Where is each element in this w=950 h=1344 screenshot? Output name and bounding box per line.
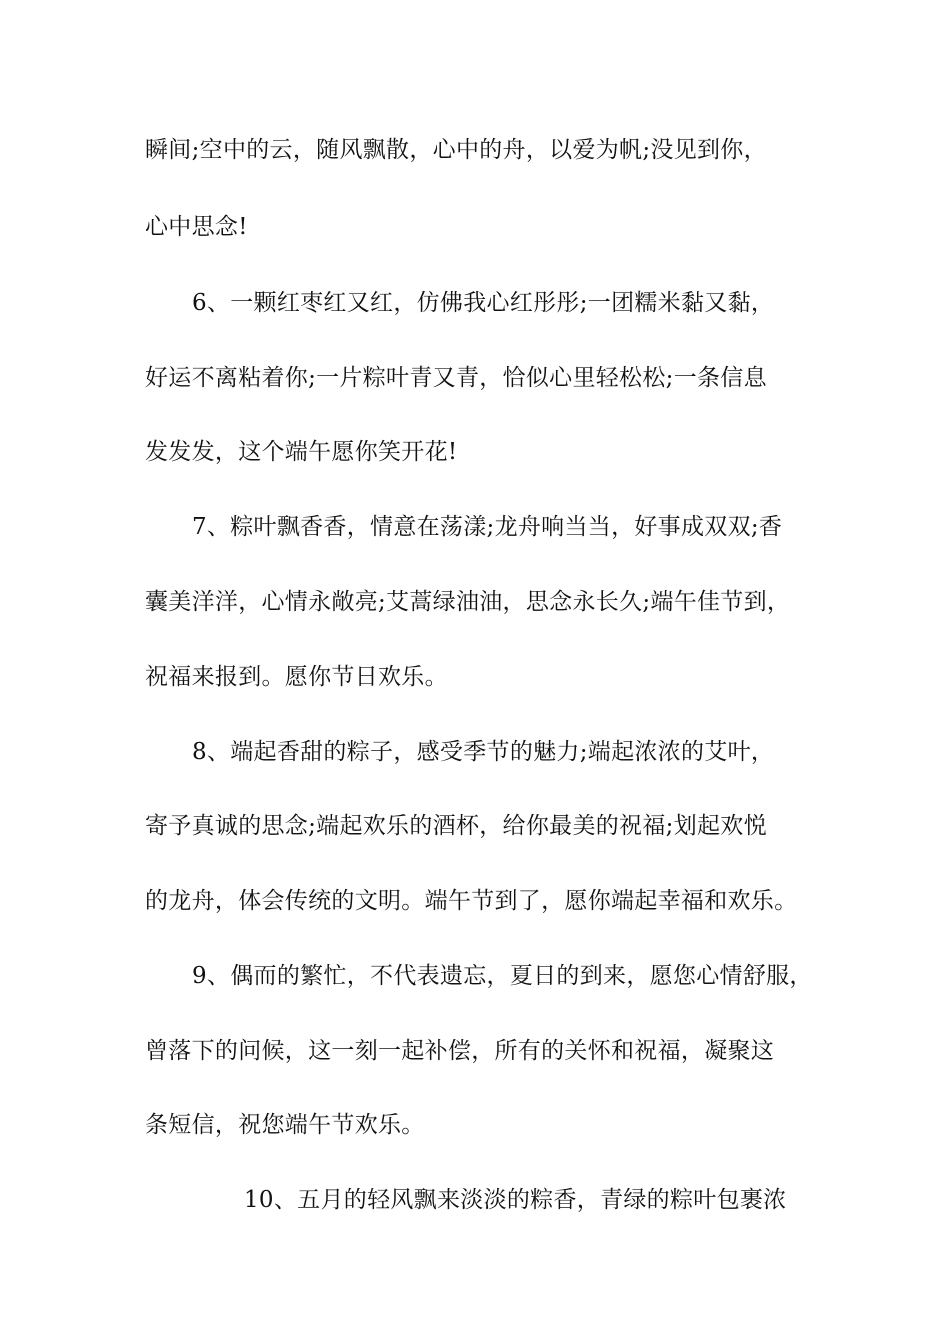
paragraph-start-6: 6、一颗红枣红又红，仿佛我心红彤彤;一团糯米黏又黏， <box>192 290 775 316</box>
text-line: 好运不离粘着你;一片粽叶青又青，恰似心里轻松松;一条信息 <box>145 365 767 391</box>
text-line: 的龙舟，体会传统的文明。端午节到了，愿你端起幸福和欢乐。 <box>145 888 798 914</box>
text-line: 发发发，这个端午愿你笑开花! <box>145 439 458 465</box>
text-line: 心中思念! <box>145 214 248 240</box>
text-line: 曾落下的问候，这一刻一起补偿，所有的关怀和祝福，凝聚这 <box>145 1038 775 1064</box>
text-line: 条短信，祝您端午节欢乐。 <box>145 1112 425 1138</box>
paragraph-start-8: 8、端起香甜的粽子，感受季节的魅力;端起浓浓的艾叶， <box>192 739 775 765</box>
text-line: 祝福来报到。愿你节日欢乐。 <box>145 664 448 690</box>
paragraph-start-9: 9、偶而的繁忙，不代表遗忘，夏日的到来，愿您心情舒服， <box>192 963 813 989</box>
text-line: 瞬间;空中的云，随风飘散，心中的舟，以爱为帆;没见到你， <box>145 137 767 163</box>
paragraph-start-10: 10、五月的轻风飘来淡淡的粽香，青绿的粽叶包裹浓 <box>244 1187 787 1213</box>
text-line: 寄予真诚的思念;端起欢乐的酒杯，给你最美的祝福;划起欢悦 <box>145 813 767 839</box>
text-line: 囊美洋洋，心情永敞亮;艾蒿绿油油，思念永长久;端午佳节到， <box>145 589 791 615</box>
paragraph-start-7: 7、粽叶飘香香，情意在荡漾;龙舟响当当，好事成双双;香 <box>192 514 783 540</box>
